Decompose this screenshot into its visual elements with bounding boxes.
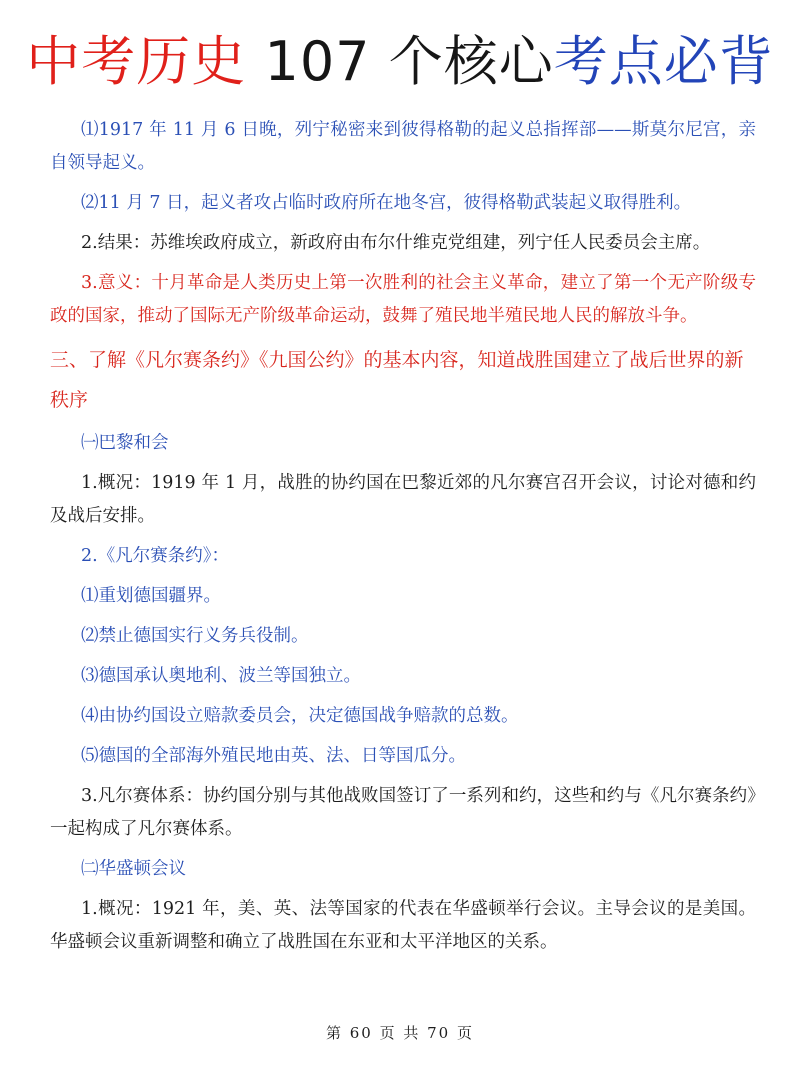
- paragraph-uprising-leadership: ⑴1917 年 11 月 6 日晚，列宁秘密来到彼得格勒的起义总指挥部——斯莫尔尼宫，亲自领导起义。: [50, 120, 756, 173]
- paragraph-versailles-treaty: 2.《凡尔赛条约》：: [81, 546, 229, 566]
- page-number-footer: 第 60 页 共 70 页: [325, 1024, 474, 1042]
- list-item-borders: ⑴重划德国疆界。: [81, 586, 221, 606]
- paragraph-winter-palace: ⑵11 月 7 日，起义者攻占临时政府所在地冬宫，彼得格勒武装起义取得胜利。: [81, 193, 692, 213]
- paragraph-paris-overview: 1.概况：1919 年 1 月，战胜的协约国在巴黎近郊的凡尔赛宫召开会议，讨论对德和约及战后安排。: [50, 473, 756, 526]
- title-part-blue: 考点必背: [553, 30, 774, 93]
- subheading-washington-conference: ㈡华盛顿会议: [81, 859, 186, 879]
- document-body: [50, 114, 756, 966]
- title-part-red: 中考历史: [26, 30, 247, 93]
- list-item-conscription: ⑵禁止德国实行义务兵役制。: [81, 626, 309, 646]
- paragraph-washington-overview: 1.概况：1921 年，美、英、法等国家的代表在华盛顿举行会议。主导会议的是美国。华盛顿会议重新调整和确立了战胜国在东亚和太平洋地区的关系。: [50, 899, 756, 952]
- subheading-paris-conference: ㈠巴黎和会: [81, 433, 169, 453]
- list-item-reparations: ⑷由协约国设立赔款委员会，决定德国战争赔款的总数。: [81, 706, 519, 726]
- paragraph-result: 2.结果：苏维埃政府成立，新政府由布尔什维克党组建，列宁任人民委员会主席。: [81, 233, 711, 253]
- title-part-black: 107 个核心: [246, 30, 554, 93]
- list-item-colonies: ⑸德国的全部海外殖民地由英、法、日等国瓜分。: [81, 746, 466, 766]
- paragraph-versailles-system: 3.凡尔赛体系：协约国分别与其他战败国签订了一系列和约，这些和约与《凡尔赛条约》一起构成了凡尔赛体系。: [50, 786, 756, 839]
- list-item-independence: ⑶德国承认奥地利、波兰等国独立。: [81, 666, 361, 686]
- page-title: [0, 26, 800, 98]
- section-heading-versailles-washington: 三、了解《凡尔赛条约》《九国公约》的基本内容，知道战胜国建立了战后世界的新秩序: [50, 349, 744, 411]
- paragraph-significance: 3.意义：十月革命是人类历史上第一次胜利的社会主义革命，建立了第一个无产阶级专政的国家，推动了国际无产阶级革命运动，鼓舞了殖民地半殖民地人民的解放斗争。: [50, 273, 756, 326]
